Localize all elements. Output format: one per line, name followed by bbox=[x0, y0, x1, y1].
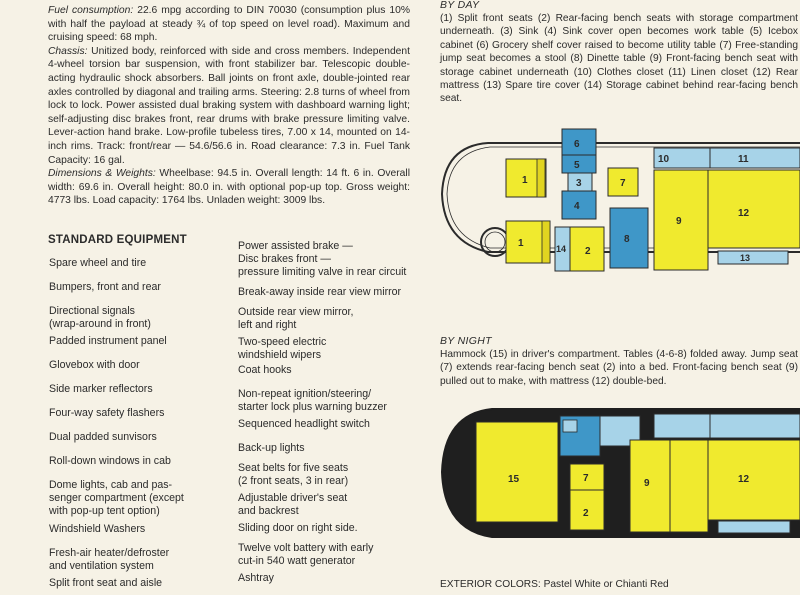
fuel-text: 22.6 mpg according to DIN 70030 (consumption plus 10% with half the payload at steady ¾ of top speed on level road). Maximum and cruising speed: 68 mph. bbox=[48, 5, 410, 44]
equipment-line: with pop-up tent option) bbox=[49, 505, 160, 517]
label-2-night: 2 bbox=[583, 508, 589, 519]
label-6: 6 bbox=[574, 139, 580, 150]
dimensions-label: Dimensions & Weights: bbox=[48, 168, 156, 180]
label-9-night: 9 bbox=[644, 478, 650, 489]
equipment-line: left and right bbox=[238, 319, 297, 331]
equipment-line: and backrest bbox=[238, 505, 299, 517]
label-10: 10 bbox=[658, 154, 670, 165]
equipment-line: Windshield Washers bbox=[49, 523, 146, 535]
equipment-item bbox=[49, 359, 140, 372]
label-7-night: 7 bbox=[583, 473, 589, 484]
equipment-item bbox=[238, 306, 353, 332]
label-3: 3 bbox=[576, 178, 582, 189]
equipment-line: (wrap-around in front) bbox=[49, 318, 151, 330]
equipment-item bbox=[49, 383, 153, 396]
by-night-text: Hammock (15) in driver's compartment. Tables (4-6-8) folded away. Jump seat (7) extends rear-facing bench seat (2) into a bed. Front-facing bench seat (9) pulled out to make, with mattress (12) double-bed. bbox=[440, 349, 798, 387]
equipment-item bbox=[49, 281, 161, 294]
hammock-15 bbox=[476, 422, 558, 522]
equipment-line: Ashtray bbox=[238, 572, 274, 584]
by-night-title: BY NIGHT bbox=[440, 335, 492, 347]
by-day-title: BY DAY bbox=[440, 0, 480, 11]
equipment-line: Dome lights, cab and pas- bbox=[49, 479, 173, 491]
specifications-text bbox=[48, 4, 410, 208]
label-14: 14 bbox=[556, 244, 567, 254]
equipment-item bbox=[49, 577, 162, 590]
equipment-line: Glovebox with door bbox=[49, 359, 140, 371]
equipment-item bbox=[238, 418, 370, 431]
equipment-line: Directional signals bbox=[49, 305, 135, 317]
equipment-line: Coat hooks bbox=[238, 364, 292, 376]
label-11: 11 bbox=[738, 154, 749, 165]
label-12-night: 12 bbox=[738, 474, 750, 485]
equipment-line: Two-speed electric bbox=[238, 336, 327, 348]
exterior-colors: EXTERIOR COLORS: Pastel White or Chianti Red bbox=[440, 579, 669, 590]
equipment-item bbox=[49, 257, 146, 270]
equipment-line: Four-way safety flashers bbox=[49, 407, 165, 419]
equipment-item bbox=[238, 522, 358, 535]
equipment-line: and ventilation system bbox=[49, 560, 154, 572]
mattress-12-night bbox=[708, 440, 800, 520]
equipment-item bbox=[238, 462, 348, 488]
equipment-line: Sequenced headlight switch bbox=[238, 418, 370, 430]
equipment-line: Power assisted brake — bbox=[238, 240, 353, 252]
equipment-line: Fresh-air heater/defroster bbox=[49, 547, 170, 559]
equipment-item bbox=[49, 479, 184, 518]
chassis-text: Unitized body, reinforced with side and cross members. Independent 4-wheel torsion bar suspension, with front stabilizer bar. Telescopic double-acting hydraulic shock absorbers. Ball joints on front axle, double-jointed rear axles controlled by diagonal and trailing arms. Steering: 2.8 turns of wheel from lock to lock. Power assisted dual braking system with dashboard warning light; self-adjusting disc brakes front, rear drums with brake pressure limiting valve. Lever-action hand brake. Low-profile tubeless tires, 7.00 x 14, mounted on 14-inch rims. Track: front/rear — 54.6/56.6 in. Road clearance: 7.3 in. Fuel Tank Capacity: 16 gal. bbox=[48, 45, 410, 166]
label-1a: 1 bbox=[522, 175, 528, 186]
equipment-line: Back-up lights bbox=[238, 442, 305, 454]
equipment-line: Roll-down windows in cab bbox=[49, 455, 171, 467]
equipment-item bbox=[238, 572, 274, 585]
equipment-line: Dual padded sunvisors bbox=[49, 431, 157, 443]
equipment-item bbox=[49, 305, 151, 331]
equipment-line: Padded instrument panel bbox=[49, 335, 167, 347]
label-2: 2 bbox=[585, 246, 591, 257]
mattress-12 bbox=[708, 170, 800, 248]
label-1b: 1 bbox=[518, 238, 524, 249]
equipment-line: senger compartment (except bbox=[49, 492, 184, 504]
equipment-item bbox=[238, 364, 292, 377]
label-9: 9 bbox=[676, 216, 682, 227]
spare-tire-13 bbox=[718, 251, 788, 264]
fuel-label: Fuel consumption: bbox=[48, 5, 134, 16]
bench-9-extension bbox=[670, 440, 708, 532]
equipment-line: Sliding door on right side. bbox=[238, 522, 358, 534]
label-15: 15 bbox=[508, 474, 520, 485]
equipment-item bbox=[238, 240, 406, 279]
equipment-line: Non-repeat ignition/steering/ bbox=[238, 388, 372, 400]
day-floor-plan bbox=[440, 124, 800, 274]
linen-closet-11 bbox=[710, 148, 800, 168]
equipment-line: Twelve volt battery with early bbox=[238, 542, 374, 554]
chassis-label: Chassis: bbox=[48, 45, 88, 57]
equipment-item bbox=[238, 492, 347, 518]
equipment-line: windshield wipers bbox=[238, 349, 322, 361]
equipment-item bbox=[238, 388, 387, 414]
label-12: 12 bbox=[738, 208, 750, 219]
equipment-line: Bumpers, front and rear bbox=[49, 281, 161, 293]
label-4: 4 bbox=[574, 201, 580, 212]
equipment-line: Seat belts for five seats bbox=[238, 462, 349, 474]
bench-9-night bbox=[630, 440, 670, 532]
label-13: 13 bbox=[740, 253, 751, 263]
equipment-line: Side marker reflectors bbox=[49, 383, 153, 395]
equipment-line: Spare wheel and tire bbox=[49, 257, 147, 269]
equipment-line: Outside rear view mirror, bbox=[238, 306, 354, 318]
standard-equipment-heading: STANDARD EQUIPMENT bbox=[48, 234, 187, 246]
dimensions-text: Wheelbase: 94.5 in. Overall length: 14 ft. 6 in. Overall width: 69.6 in. Overall height: 80.0 in. with optional pop-up top. Gross weight: 4773 lbs. Load capacity: 1764 lbs. Unladen weight: 3009 lbs. bbox=[48, 168, 410, 207]
equipment-item bbox=[238, 286, 401, 299]
equipment-line: (2 front seats, 3 in rear) bbox=[238, 475, 349, 487]
equipment-line: pressure limiting valve in rear circuit bbox=[238, 266, 407, 278]
equipment-item bbox=[49, 523, 145, 536]
equipment-item bbox=[49, 455, 171, 468]
equipment-line: Break-away inside rear view mirror bbox=[238, 286, 402, 298]
label-8: 8 bbox=[624, 234, 630, 245]
equipment-line: Split front seat and aisle bbox=[49, 577, 163, 589]
equipment-line: cut-in 540 watt generator bbox=[238, 555, 356, 567]
equipment-item bbox=[49, 547, 169, 573]
equipment-line: Adjustable driver's seat bbox=[238, 492, 348, 504]
equipment-item bbox=[49, 407, 164, 420]
label-5: 5 bbox=[574, 160, 580, 171]
label-7: 7 bbox=[620, 178, 626, 189]
night-floor-plan bbox=[440, 404, 800, 544]
equipment-item bbox=[49, 431, 157, 444]
by-day-text: (1) Split front seats (2) Rear-facing bench seats with storage compartment underneath. (3) Sink (4) Sink cover open becomes work table (5) Icebox cabinet (6) Grocery shelf cover raised to become utility table (7) Free-standing jump seat becomes a stool (8) Dinette table (9) Front-facing bench seat with storage cabinet underneath (10) Clothes closet (11) Linen closet (12) Rear mattress (13) Spare tire cover (14) Storage cabinet behind rear-facing bench seat. bbox=[440, 13, 798, 105]
equipment-line: starter lock plus warning buzzer bbox=[238, 401, 387, 413]
equipment-item bbox=[238, 336, 326, 362]
equipment-line: Disc brakes front — bbox=[238, 253, 332, 265]
equipment-item bbox=[238, 442, 305, 455]
equipment-item bbox=[238, 542, 373, 568]
equipment-item bbox=[49, 335, 167, 348]
